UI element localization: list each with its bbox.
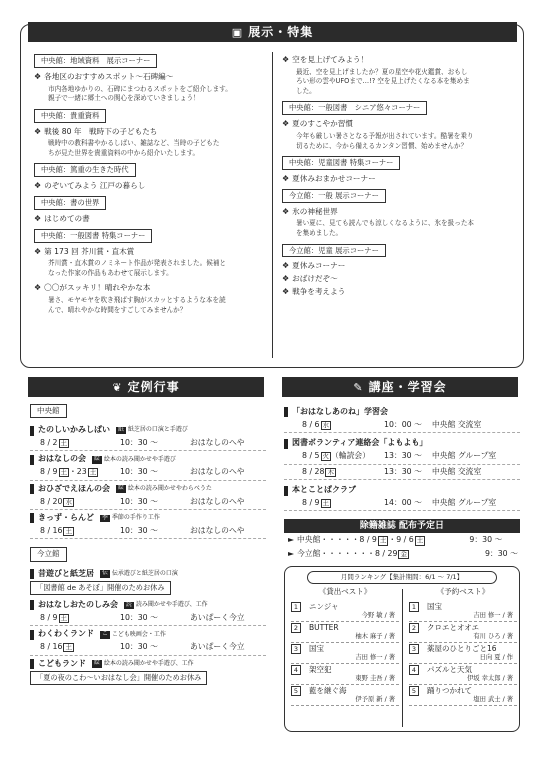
- square-marker: [284, 439, 288, 449]
- weekday-box: 水: [65, 497, 72, 506]
- events-column: [30, 402, 266, 687]
- rank-author: 東野 圭吾 / 著: [355, 674, 395, 682]
- square-marker: [284, 486, 288, 496]
- clover-icon: ❖: [34, 246, 42, 256]
- exhibit-item-title: 夏のすこやか習慣: [292, 119, 353, 129]
- ranking-row: [291, 664, 399, 685]
- lecture-place: 中央館 交流室: [432, 466, 482, 476]
- square-marker: [30, 426, 34, 436]
- lecture-date: [302, 451, 384, 462]
- lecture-date: [302, 498, 384, 509]
- lecture-row: [284, 418, 520, 434]
- square-marker: [30, 630, 34, 640]
- desc-line: した。: [296, 86, 316, 95]
- lecture-time: 13：30 〜: [384, 466, 422, 476]
- discard-dots: ・・・・・: [320, 535, 360, 545]
- event-place: おはなしのへや: [190, 496, 245, 506]
- lecture-event-title: 「おはなしあのね」学習会: [292, 407, 388, 416]
- rank-author: 塩田 武士 / 著: [473, 695, 513, 703]
- rank-number: 3: [291, 644, 301, 655]
- exhibit-label: 中央館：篤重の生きた時代: [34, 163, 136, 177]
- ranking-box: [284, 566, 520, 732]
- event-tag-badge: 絵: [94, 660, 100, 667]
- exhibit-label: 中央館：地域資料 展示コーナー: [34, 54, 157, 68]
- exhibit-item-title: 夏休みおまかせコーナー: [292, 174, 376, 184]
- exhibit-group: [282, 156, 514, 185]
- weekday-box: 土: [89, 468, 97, 477]
- lecture-title: 講座・学習会: [368, 380, 447, 394]
- exhibit-item-title: 戦争を考えよう: [292, 286, 346, 296]
- event-row: [30, 465, 266, 481]
- weekday-box: 木: [327, 467, 334, 476]
- clover-icon: ❖: [34, 213, 42, 223]
- rank-author: 柚木 麻子 / 著: [355, 632, 395, 640]
- lecture-header: [282, 377, 518, 397]
- ranking-row: [409, 601, 517, 622]
- ranking-row: [409, 664, 517, 685]
- event-title: こどもランド: [38, 658, 86, 668]
- ranking-row: [291, 643, 399, 664]
- clover-icon: ❖: [34, 283, 42, 293]
- rank-number: 4: [409, 665, 419, 676]
- discard-place: 今立館: [297, 548, 321, 558]
- rank-author: 吉田 修一 / 著: [473, 611, 513, 619]
- weekday-box: 土: [379, 536, 387, 545]
- rank-title: 藍を継ぐ海: [309, 685, 347, 695]
- rank-title: 踊りつかれて: [427, 685, 472, 695]
- weekday-box: 土: [322, 498, 330, 507]
- clover-icon: ❖: [282, 55, 290, 64]
- date-text: 8 / 16: [40, 525, 63, 535]
- event-date: [40, 526, 120, 537]
- ranking-row: [291, 601, 399, 622]
- event-tag-text: 季節の手作り工作: [111, 514, 160, 522]
- exhibit-item-title: 各地区のおすすめスポット〜石碑編〜: [44, 71, 174, 81]
- rank-number: 2: [291, 623, 301, 634]
- discard-dates: [375, 549, 467, 560]
- exhibit-item: [282, 207, 514, 218]
- lecture-place: 中央館 グループ室: [432, 451, 497, 461]
- date-text: 8 / 5: [302, 451, 320, 461]
- exhibit-group: [34, 54, 266, 104]
- square-marker: [30, 484, 34, 494]
- event-title: きっず・らんど: [38, 513, 94, 523]
- rank-title: パズルと天気: [427, 664, 472, 674]
- date-text: 8 / 20: [40, 496, 63, 506]
- event-tag-text: 絵本の読み聞かせや手遊び: [103, 455, 176, 463]
- weekday-box: 土: [416, 536, 424, 545]
- event-tag-badge: 季: [102, 514, 108, 521]
- ranking-column-head: 《予約ベスト》: [436, 587, 490, 597]
- rank-number: 1: [291, 602, 301, 613]
- desc-line: ちが見た世界を貴重資料の中から紹介いたします。: [48, 148, 200, 157]
- ranking-title: 月間ランキング【集計期間：6/1 〜 7/1】: [307, 571, 497, 584]
- rank-title: 架空犯: [309, 664, 332, 674]
- event-time: 10：30 〜: [120, 642, 158, 652]
- event-date: [40, 467, 120, 478]
- ranking-divider: [402, 589, 403, 727]
- exhibit-group: [282, 101, 514, 151]
- rank-title: クロエとオオエ: [427, 622, 479, 632]
- sep: ・: [388, 535, 397, 545]
- sprout-icon: ❦: [112, 381, 123, 394]
- exhibit-label: 中央館：一般図書 特集コーナー: [34, 229, 152, 243]
- lecture-row: [284, 449, 520, 465]
- lecture-title-row: [284, 438, 520, 449]
- event-time: 10：30 〜: [120, 437, 158, 447]
- exhibit-divider: [272, 52, 273, 358]
- exhibit-item: [34, 72, 266, 83]
- exhibit-label: 中央館：児童図書 特集コーナー: [282, 156, 400, 170]
- lecture-row: [284, 465, 520, 481]
- event-date: [40, 497, 120, 508]
- date-text: 9 / 6: [396, 535, 414, 545]
- event-tag-badge: 絵: [118, 485, 124, 492]
- event-title-row: [30, 600, 266, 611]
- exhibit-item: [34, 214, 266, 225]
- event-title-row: [30, 659, 266, 670]
- rank-author: 有川 ひろ / 著: [473, 632, 513, 640]
- pen-icon: ✎: [353, 381, 364, 394]
- weekday-box: 火: [322, 452, 330, 461]
- lecture-time: 14：00 〜: [384, 497, 422, 507]
- event-title-row: [30, 569, 266, 580]
- event-place: おはなしのへや: [190, 467, 245, 477]
- event-title: 昔遊びと紙芝居: [38, 568, 94, 578]
- clover-icon: ❖: [282, 274, 290, 284]
- clover-icon: ❖: [282, 206, 290, 216]
- ranking-column: [409, 587, 517, 705]
- event-tag-text: こども映画会・工作: [111, 630, 166, 638]
- ranking-row: [291, 685, 399, 706]
- ranking-column-head: 《貸出ベスト》: [318, 587, 372, 597]
- desc-line: 切るために、今から備えるカンタン習慣、始めませんか？: [296, 141, 468, 150]
- exhibit-group: [282, 244, 514, 298]
- clover-icon: ❖: [282, 119, 290, 129]
- event-tag-text: 読み聞かせや手遊び、工作: [135, 601, 208, 609]
- weekday-box: 土: [60, 613, 68, 622]
- event-date: [40, 613, 120, 624]
- event-tag-badge: 絵: [94, 455, 100, 462]
- desc-line: 暑さ、モヤモヤを吹き飛ばす胸がスカッとするような本を読: [48, 296, 226, 305]
- lecture-place: 中央館 交流室: [432, 419, 482, 429]
- exhibit-item: [282, 55, 514, 66]
- exhibit-right-column: [282, 54, 514, 302]
- event-time: 10：30 〜: [120, 496, 158, 506]
- event-tag-text: 絵本の読み聞かせや手遊び、工作: [103, 659, 194, 667]
- exhibit-left-column: [34, 54, 266, 320]
- exhibit-item-desc: [34, 296, 266, 315]
- exhibit-group: [282, 189, 514, 239]
- event-note: 「夏の夜のこわ〜いおはなし会」開催のためお休み: [30, 671, 207, 685]
- exhibit-item: [282, 119, 514, 130]
- square-marker: [30, 659, 34, 669]
- exhibit-item-title: 空を見上げてみよう！: [292, 55, 369, 64]
- weekday-box: 土: [65, 643, 72, 652]
- clover-icon: ❖: [34, 71, 42, 81]
- event-time: 10：30 〜: [120, 525, 158, 535]
- square-marker: [30, 513, 34, 523]
- date-text: 8 / 29: [374, 548, 398, 558]
- exhibit-item-desc: [34, 85, 266, 104]
- lecture-row: [284, 496, 520, 512]
- event-tag-text: 絵本の読み聞かせやわらべうた: [127, 485, 212, 493]
- exhibit-header: [28, 22, 517, 42]
- date-text: 8 / 9: [359, 535, 377, 545]
- date-text: 8 / 6: [302, 419, 320, 429]
- event-title: おひざでえほんの会: [38, 483, 110, 493]
- event-title-row: [30, 629, 266, 640]
- exhibit-group: [34, 196, 266, 225]
- exhibit-label: 中央館：貴重資料: [34, 109, 106, 123]
- discard-place: 中央館: [297, 535, 321, 545]
- exhibit-item: [34, 127, 266, 138]
- rank-author: 吉田 修一 / 著: [355, 653, 395, 661]
- exhibit-item-title: 〇〇がスッキリ！晴れやかな本: [44, 283, 151, 293]
- discard-row: [284, 547, 520, 561]
- event-tag-badge: こ: [102, 630, 108, 637]
- desc-line: 市内各地ゆかりの、石碑にまつわるスポットをご紹介します。: [48, 84, 232, 93]
- event-tag-badge: 伝: [102, 569, 108, 576]
- lecture-event-title: 図書ボランティア連絡会「よもよも」: [292, 438, 428, 448]
- event-time: 10：30 〜: [120, 612, 158, 622]
- rank-number: 4: [291, 665, 301, 676]
- desc-line: 親子で一緒に郷土への関心を深めていきましょう！: [48, 94, 200, 103]
- ranking-row: [291, 622, 399, 643]
- venue-chuo: 中央館: [30, 404, 67, 418]
- date-text: 8 / 9: [40, 467, 58, 477]
- weekday-box: 金: [400, 549, 407, 558]
- event-title-row: [30, 425, 266, 436]
- weekday-box: 土: [60, 468, 68, 477]
- ranking-row: [409, 685, 517, 706]
- weekday-box: 土: [65, 526, 72, 535]
- events-header: [28, 377, 264, 397]
- exhibit-item-desc: [34, 139, 266, 158]
- exhibit-item-title: 氷の神秘世界: [292, 206, 338, 216]
- event-time: 10：30 〜: [120, 467, 158, 477]
- square-marker: [30, 455, 34, 465]
- ranking-row: [409, 622, 517, 643]
- lecture-title-row: [284, 485, 520, 496]
- clover-icon: ❖: [282, 286, 290, 296]
- event-row: [30, 524, 266, 540]
- play-icon: ►: [288, 535, 294, 545]
- exhibit-item-desc: [282, 219, 514, 238]
- exhibit-item-desc: [282, 68, 514, 97]
- rank-number: 5: [409, 686, 419, 697]
- rank-author: 日向 夏 / 作: [479, 653, 513, 661]
- event-title-row: [30, 484, 266, 495]
- lecture-title-row: [284, 407, 520, 418]
- exhibit-item-title: おばけだぞ〜: [292, 274, 338, 284]
- event-title: わくわくランド: [38, 629, 94, 639]
- clover-icon: ❖: [34, 126, 42, 136]
- exhibit-item-desc: [34, 259, 266, 278]
- spacer: [30, 539, 266, 545]
- rank-title: 国宝: [427, 601, 442, 611]
- date-text: 8 / 2: [40, 437, 58, 447]
- rank-title: 国宝: [309, 643, 324, 653]
- event-tag-text: 伝承遊びと紙芝居の口演: [111, 569, 178, 577]
- exhibit-item-desc: [282, 132, 514, 151]
- clover-icon: ❖: [282, 174, 290, 184]
- exhibit-group: [34, 163, 266, 192]
- event-tag-badge: 紙: [118, 426, 124, 433]
- rank-title: BUTTER: [309, 622, 339, 632]
- exhibit-item: [34, 247, 266, 258]
- event-tag-badge: 読: [126, 601, 132, 608]
- lecture-pre: （輪読会）: [331, 451, 370, 461]
- exhibit-item-title: 第 173 回 芥川賞・直木賞: [44, 246, 135, 256]
- desc-line: 今年も厳しい暑さとなる予報が出されています。酷暑を乗り: [296, 132, 474, 141]
- image-icon: ▣: [231, 26, 244, 39]
- desc-line: 最近、空を見上げましたか？夏の星空や花火鑑賞、おもし: [296, 67, 468, 76]
- exhibit-label: 今立館：一般 展示コーナー: [282, 189, 386, 203]
- event-date: [40, 438, 120, 449]
- rank-number: 3: [409, 644, 419, 655]
- exhibit-label: 今立館：児童 展示コーナー: [282, 244, 386, 258]
- exhibit-label: 中央館：書の世界: [34, 196, 106, 210]
- event-place: おはなしのへや: [190, 437, 245, 447]
- exhibit-group: [34, 109, 266, 159]
- event-title: おはなしの会: [38, 454, 86, 464]
- rank-author: 伊予原 新 / 著: [355, 695, 395, 703]
- event-tag-text: 紙芝居の口演と手遊び: [127, 426, 188, 434]
- exhibit-item-title: はじめての書: [44, 213, 90, 223]
- desc-line: 芥川賞・直木賞のノミネート作品が発表されました。候補と: [48, 259, 227, 268]
- discard-header: 除籍雑誌 配布予定日: [284, 519, 520, 533]
- event-title-row: [30, 513, 266, 524]
- rank-title: ニンジャ: [309, 601, 339, 611]
- desc-line: ろい形の雲やUFOまで…!? 空を見上げたくなる本を集めま: [296, 77, 470, 86]
- square-marker: [30, 569, 34, 579]
- clover-icon: ❖: [282, 261, 290, 271]
- discard-row: [284, 533, 520, 547]
- event-row: [30, 436, 266, 452]
- date-extra: ・23: [69, 467, 87, 477]
- weekday-box: 水: [322, 420, 330, 429]
- ranking-column: [291, 587, 399, 705]
- discard-time: 9：30 〜: [469, 535, 503, 545]
- exhibit-item: [34, 181, 266, 192]
- event-title: おはなしおたのしみ会: [38, 600, 118, 610]
- date-text: 8 / 9: [302, 497, 320, 507]
- lecture-column: [284, 402, 520, 732]
- exhibit-group: [34, 229, 266, 316]
- lecture-time: 13：30 〜: [384, 451, 422, 461]
- rank-author: 今野 敏 / 著: [361, 611, 395, 619]
- event-row: [30, 611, 266, 627]
- weekday-box: 土: [60, 438, 68, 447]
- exhibit-item: [282, 287, 514, 298]
- square-marker: [30, 600, 34, 610]
- event-row: [30, 495, 266, 511]
- exhibit-item: [282, 261, 514, 272]
- rank-number: 5: [291, 686, 301, 697]
- clover-icon: ❖: [34, 181, 42, 191]
- exhibit-label: 中央館：一般図書 シニア悠々コーナー: [282, 101, 427, 115]
- exhibit-item: [282, 174, 514, 185]
- exhibit-item: [282, 274, 514, 285]
- exhibit-title: 展示・特集: [248, 25, 314, 39]
- venue-imadate: 今立館: [30, 547, 67, 561]
- event-date: [40, 642, 120, 653]
- rank-author: 伊坂 幸太郎 / 著: [467, 674, 513, 682]
- rank-number: 1: [409, 602, 419, 613]
- date-text: 8 / 9: [40, 612, 58, 622]
- square-marker: [284, 407, 288, 417]
- exhibit-item-title: のぞいてみよう 江戸の暮らし: [44, 181, 146, 191]
- lecture-date: [302, 467, 384, 478]
- rank-title: 薬屋のひとりごと16: [427, 643, 497, 653]
- event-place: おはなしのへや: [190, 525, 245, 535]
- exhibit-item-title: 夏休みコーナー: [292, 261, 346, 271]
- event-note: 「図書館 de あそぼ」開催のためお休み: [30, 581, 171, 595]
- exhibit-item-title: 戦後 80 年 戦時下の子どもたち: [44, 126, 158, 136]
- rank-number: 2: [409, 623, 419, 634]
- desc-line: なった作家の作品もあわせて展示します。: [48, 268, 173, 277]
- play-icon: ►: [288, 548, 294, 558]
- lecture-event-title: 本とことばクラブ: [292, 485, 356, 495]
- exhibit-item: [34, 283, 266, 294]
- event-place: あいぱーく今立: [190, 642, 245, 652]
- date-text: 8 / 28: [302, 466, 325, 476]
- lecture-time: 10：00 〜: [384, 419, 422, 429]
- events-title: 定例行事: [127, 380, 180, 394]
- lecture-date: [302, 420, 384, 431]
- desc-line: 暑い夏に、見ても読んでも涼しくなるように、氷を扱った本: [296, 219, 475, 228]
- event-place: あいぱーく今立: [190, 612, 245, 622]
- discard-dates: [359, 535, 451, 546]
- lecture-place: 中央館 グループ室: [432, 497, 497, 507]
- desc-line: を集めました。: [296, 229, 343, 237]
- event-row: [30, 640, 266, 656]
- discard-dots: ・・・・・・・: [320, 548, 375, 558]
- event-title: たのしいかみしばい: [38, 425, 110, 435]
- ranking-row: [409, 643, 517, 664]
- date-text: 8 / 16: [40, 642, 63, 652]
- desc-line: んで、晴れやかな時間をすごしてみませんか？: [48, 305, 187, 314]
- event-title-row: [30, 454, 266, 465]
- discard-time: 9：30 〜: [484, 548, 518, 558]
- desc-line: 戦時中の教科書やかるしばい、雑誌など、当時の子どもた: [48, 139, 220, 148]
